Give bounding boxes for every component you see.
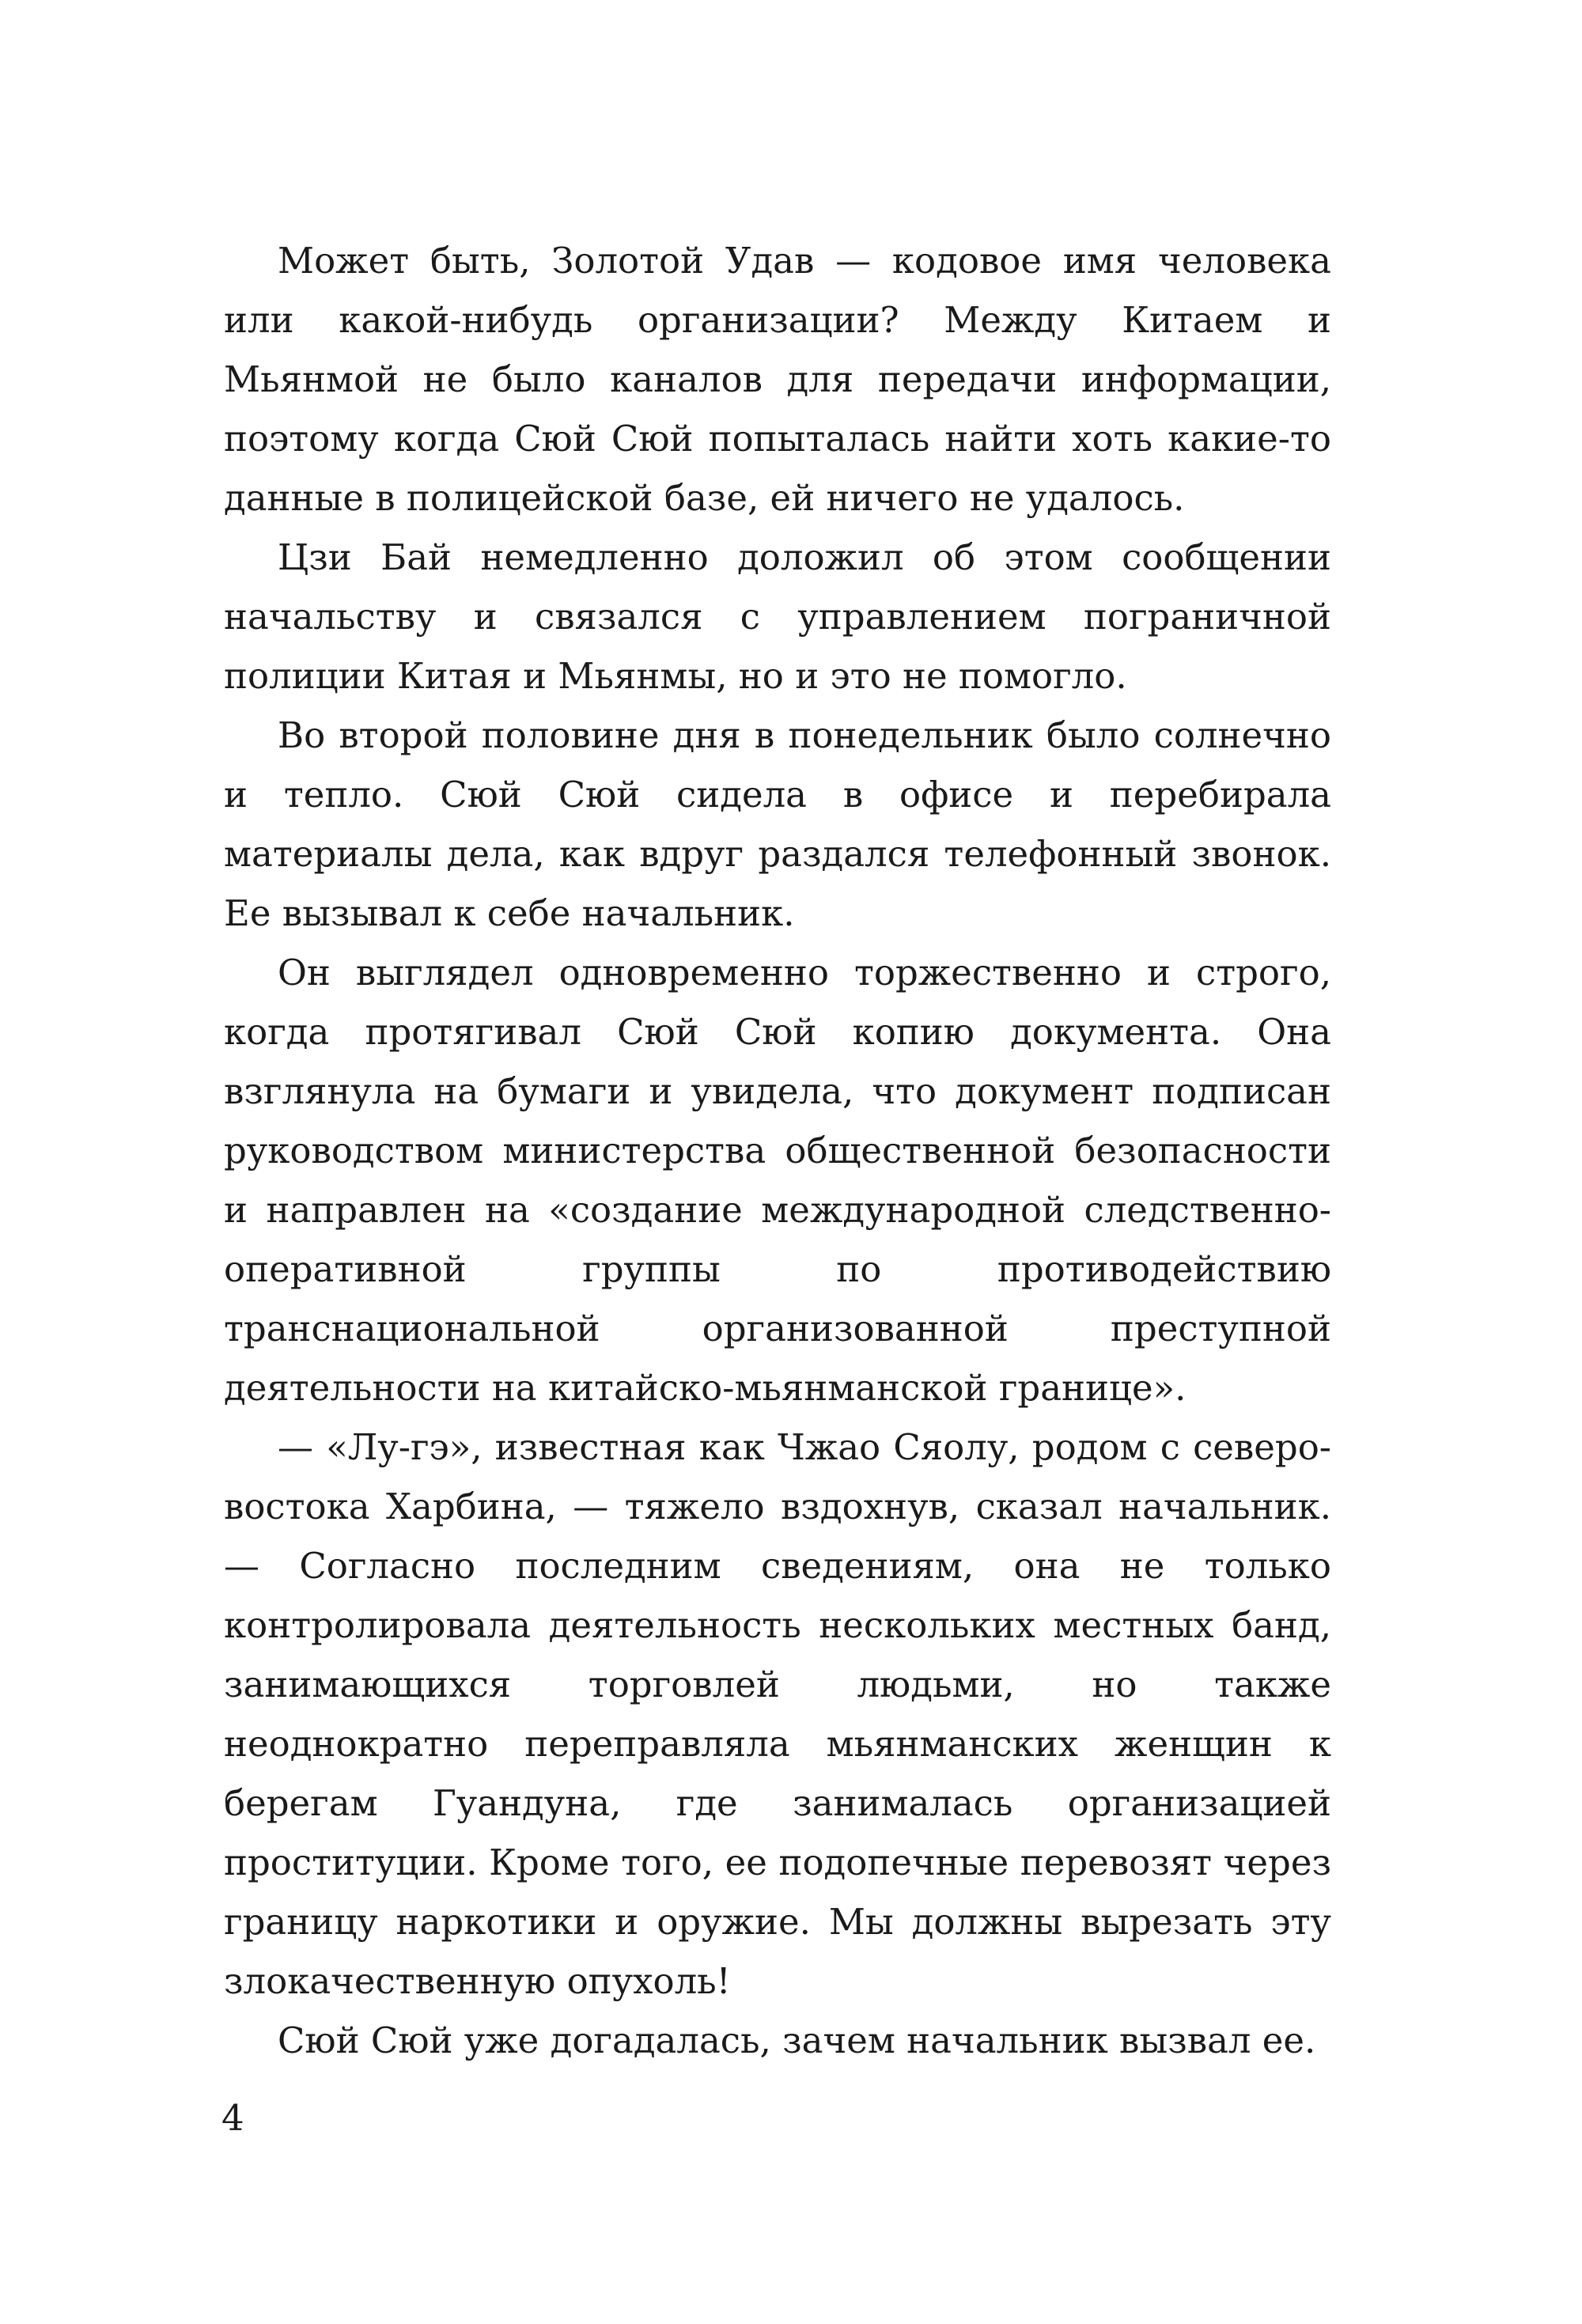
paragraph: Может быть, Золотой Удав — кодовое имя человека или какой-нибудь организации? Между Китаем и Мьянмой не было каналов для передачи информации, поэтому когда Сюй Сюй попыталась найти хоть какие-то данные в полицейской базе, ей ничего не удалось. <box>224 240 1331 519</box>
paragraph: — «Лу-гэ», известная как Чжао Сяолу, родом с северо-востока Харбина, — тяжело вздохнув, сказал начальник. — Согласно последним сведениям, она не только контролировала деятельность нескольких местных банд, занимающихся торговлей людьми, но также неоднократно переправляла мьянманских женщин к берегам Гуандуна, где занималась организацией проституции. Кроме того, ее подопечные перевозят через границу наркотики и оружие. Мы должны вырезать эту злокачественную опухоль! <box>224 1426 1331 2002</box>
body-text <box>224 231 1331 2070</box>
page-number: 4 <box>221 2097 244 2139</box>
paragraph: Он выглядел одновременно торжественно и строго, когда протягивал Сюй Сюй копию документа. Она взглянула на бумаги и увидела, что документ подписан руководством министерства общественной безопасности и направлен на «создание международной следственно-оперативной группы по противодействию транснациональной организованной преступной деятельности на китайско-мьянманской границе». <box>224 952 1331 1409</box>
paragraph: Цзи Бай немедленно доложил об этом сообщении начальству и связался с управлением пограничной полиции Китая и Мьянмы, но и это не помогло. <box>224 536 1331 697</box>
paragraph: Во второй половине дня в понедельник было солнечно и тепло. Сюй Сюй сидела в офисе и перебирала материалы дела, как вдруг раздался телефонный звонок. Ее вызывал к себе начальник. <box>224 714 1331 934</box>
paragraph: Сюй Сюй уже догадалась, зачем начальник вызвал ее. <box>278 2019 1316 2061</box>
